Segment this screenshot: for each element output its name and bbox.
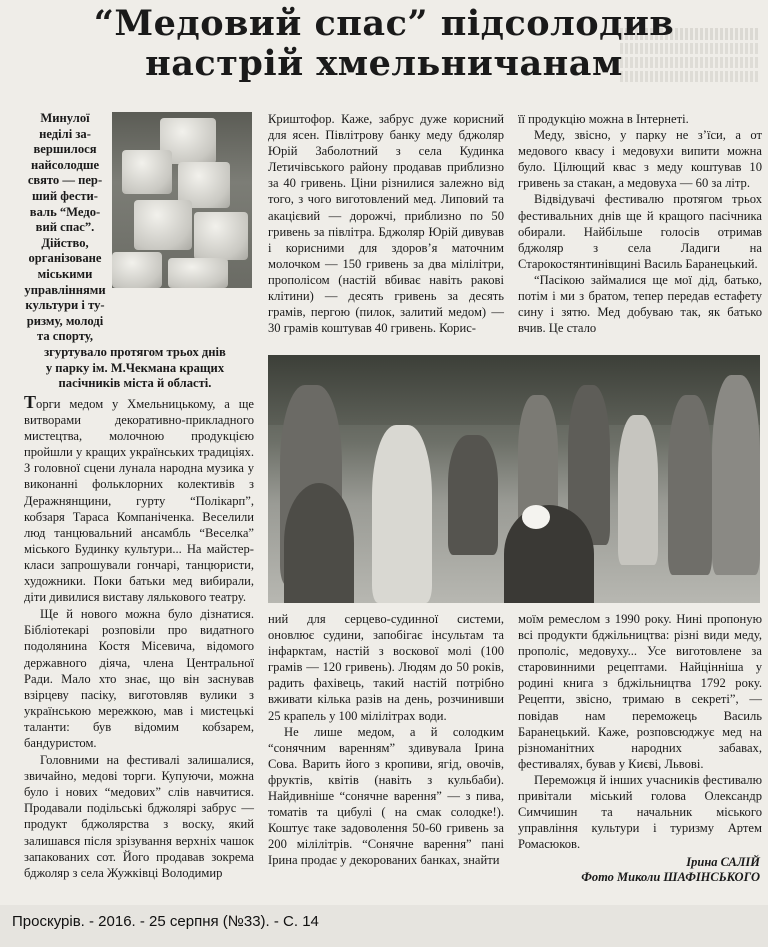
- lead-line: згуртувало протягом трьох днів: [44, 344, 226, 359]
- article-headline: [0, 4, 768, 84]
- lead-line: вершилося: [33, 142, 97, 157]
- lead-line: неділі за-: [39, 126, 91, 141]
- col3-top-paragraph-1: її продукцію можна в Інтернеті.: [518, 112, 689, 126]
- person-figure: [668, 395, 712, 575]
- person-figure: [372, 425, 432, 603]
- author-signature: [520, 855, 760, 885]
- lead-line: культури і ту-: [25, 298, 105, 313]
- drop-capital: Т: [24, 392, 37, 412]
- col3-top-paragraph-3: Відвідувачі фестивалю протягом трьох фестивальних днів ще й кращого пасічника обирали. Найбільше голосів отримав бджоляр з села Ладиги на Старокостянтинівщині Василь Баранецький.: [518, 192, 762, 271]
- lead-line: свято — пер-: [27, 173, 103, 188]
- source-citation: Проскурів. - 2016. - 25 серпня (№33). - С. 14: [12, 913, 319, 930]
- col3-bottom-paragraph-2: Переможця й інших учасників фестивалю привітали міський голова Олександр Симчишин та начальник міського управління культури і туризму Артем Ромасюков.: [518, 772, 762, 852]
- headline-line-2: настрій хмельничанам: [145, 43, 623, 84]
- tub-shape: [112, 252, 162, 288]
- person-figure: [448, 435, 498, 555]
- column-1: [24, 394, 254, 881]
- honey-tubs-photo: [112, 112, 252, 288]
- lead-line: пасічників міста й області.: [58, 376, 212, 391]
- lead-line: валь “Медо-: [29, 204, 101, 219]
- lead-line: управліннями: [24, 282, 106, 297]
- column-3-bottom: [518, 611, 762, 852]
- lead-line: ризму, молоді: [26, 313, 104, 328]
- person-figure: [618, 415, 658, 565]
- tub-shape: [122, 150, 172, 194]
- column-2-bottom: [268, 611, 504, 869]
- col2-bottom-paragraph-1: ний для серцево-судинної системи, оновлює судини, запобігає інсультам та інфарктам, настій з воскової молі (100 грамів — 120 гривень). Людям до 50 років, радить фахівець, такий настій потрібно вживати кілька разів на день, розчинивши 25 крапель у 100 мілілітрах води.: [268, 612, 504, 723]
- col1-paragraph-1-text: орги медом у Хмельницькому, а ще витворами декоративно-прикладного мистецтва, молочною продукцією пройшли у кращих українських традиціях. З головної сцени лунала народна музика у виконанні фольклорних колективів з Деражнянщини, гурту “Полікарп”, кобзаря Тараса Компаніченка. Веселили люд танцювальний ансамбль “Веселка” міського Будинку культури... На майстер-класи запрошували гончарі, танцюристи, художники. Поки батьки мед вибирали, діти дивилися виставу лялькового театру.: [24, 397, 254, 605]
- col3-top-paragraph-4: “Пасікою займалися ще мої дід, батько, потім і ми з братом, тепер передав естафету сину і зятю. Мед добуваю так, як батько вчив. Це стало: [518, 272, 762, 336]
- col1-paragraph-3: Головними на фестивалі залишалися, звичайно, медові торги. Купуючи, можна було і нових “медових” слів навчитися. Продавали подільські бджолярі забрус — продукт бджолярства з воску, який залишався після зрізування верхніх чашок запакованих сот. Його продавав зокрема бджоляр з села Жужківці Володимир: [24, 753, 254, 880]
- lead-line: та спорту,: [37, 329, 93, 344]
- person-figure: [284, 483, 354, 603]
- lead-line: вий спас”.: [35, 220, 95, 235]
- lead-line: Дійство,: [41, 235, 89, 250]
- col3-bottom-paragraph-1: моїм ремеслом з 1990 року. Нині пропоную всі продукти бджільництва: різні види меду, прополіс, медовуху... Усе виготовлене за старовинними рецептами. Найцінніша у родині книга з бджільництва 1792 року. Рецепти, звісно, тримаю в секреті”, — повідав нам переможець Василь Баранецький. Каже, розповсюджує мед на різноманітних народних забавах, фестивалях, бував у Києві, Львові.: [518, 612, 762, 771]
- col2-bottom-paragraph-2: Не лише медом, а й солодким “сонячним варенням” здивувала Ірина Сова. Варить його з кропиви, ягід, овочів, фруктів, квітів (навіть з кульбаби). Найдивніше “сонячне варення” — з пива, томатів та цибулі ( на смак солодке!). Коштує таке задоволення 50-60 гривень за 200 мілілітрів. “Сонячне варення” пані Ірина продає у декорованих банках, знайти: [268, 724, 504, 868]
- author-name: Ірина САЛІЙ: [686, 855, 760, 869]
- col1-paragraph-2: Ще й нового можна було дізнатися. Бібліотекарі розповіли про видатного подолянина Костя Місевича, відомого державного діяча, члена Центральної Ради. Мало хто знає, що він заснував взірцеву пасіку, виготовляв вулики з українською мережкою, мав і мистецькі таланти: був відомим кобзарем, бандуристом.: [24, 607, 254, 750]
- column-2-top: [268, 111, 504, 336]
- lead-line: найсолодше: [30, 157, 100, 172]
- tub-shape: [134, 200, 192, 250]
- hair-flower: [522, 505, 550, 529]
- headline-line-1: “Медовий спас” підсолодив: [93, 3, 675, 44]
- col2-top-paragraph: Криштофор. Каже, забрус дуже корисний для ясен. Півлітрову банку меду бджоляр Юрій Заболотний з села Кудинка Летичівського району продавав приблизно за 40 гривень. Ціни різнилися залежно від того, з чого виготовлений мед. Липовий та акацієвий — дорожчі, приблизно по 50 гривень за півлітра. Бджоляр Юрій дивував і корисними для здоров’я маточним молочком — 150 гривень за два мілілітри, прополісом (настій вбиває навіть ракові клітини) — десять гривень за десять грамів, пергою (пилок, залитий медом) — 30 грамів коштував 40 гривень. Корис-: [268, 112, 504, 336]
- festival-dance-photo: [268, 355, 760, 603]
- col3-top-paragraph-2: Меду, звісно, у парку не з’їси, а от медового квасу і медовухи випити можна було. Цілющий квас з меду коштував 10 гривень за стакан, а медовуха — 60 за літр.: [518, 128, 762, 191]
- lead-line: ший фести-: [32, 188, 98, 203]
- photo-credit: Фото Миколи ШАФІНСЬКОГО: [581, 870, 760, 884]
- tub-shape: [194, 212, 248, 260]
- lead-wide-lines: [20, 345, 250, 392]
- lead-line: організоване: [28, 251, 102, 266]
- column-3-top: [518, 111, 762, 336]
- tub-shape: [168, 258, 228, 288]
- lead-line: міськими: [37, 266, 93, 281]
- person-figure: [712, 375, 760, 575]
- col1-paragraph-1: [24, 394, 254, 605]
- lead-line: Минулої: [40, 111, 90, 125]
- lead-line: у парку ім. М.Чекмана кращих: [45, 360, 225, 375]
- lead-narrow-lines: [20, 111, 110, 345]
